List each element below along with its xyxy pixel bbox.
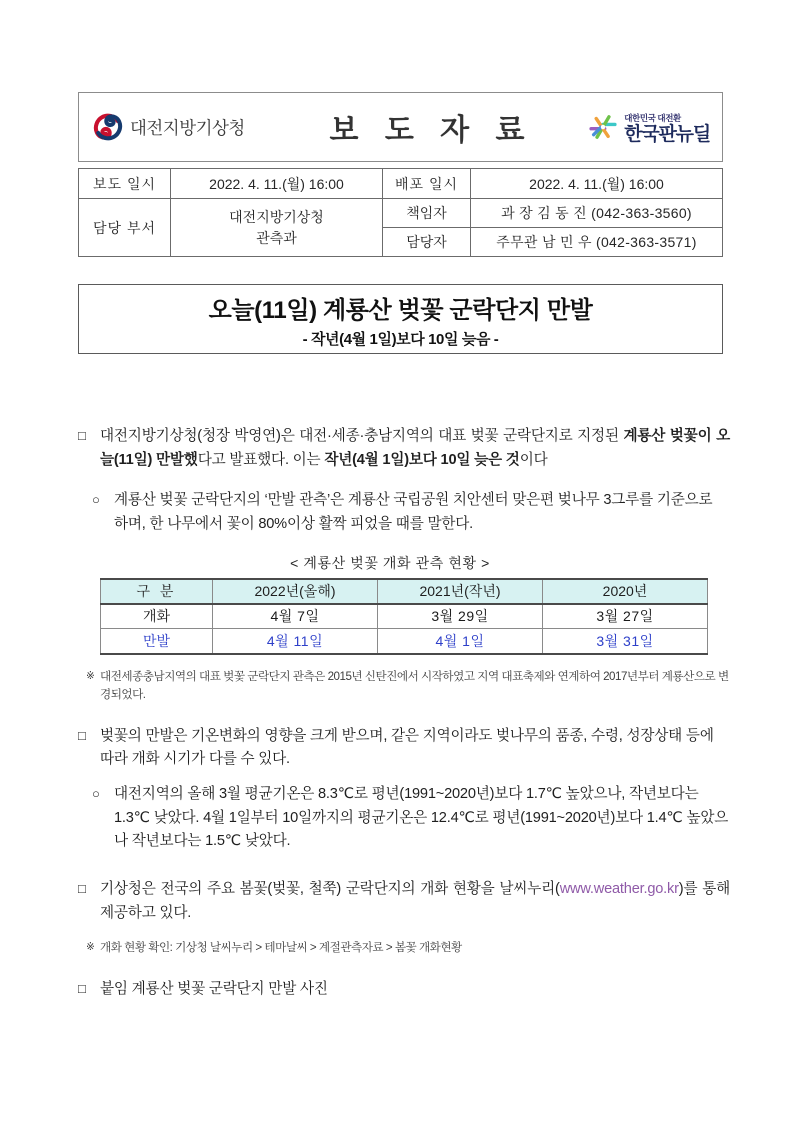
para1-part3: 이다: [519, 451, 548, 468]
new-deal-text-block: [624, 109, 710, 146]
para5-part1: 기상청은 전국의 주요 봄꽃(벚꽃, 철쭉) 군락단지의 개화 현황을 날씨누리(: [100, 880, 560, 897]
first-bloom-2021: 3월 29일: [378, 604, 543, 629]
column-header-2020: 2020년: [543, 579, 708, 604]
korea-new-deal-logo: [586, 110, 620, 144]
first-bloom-2020: 3월 27일: [543, 604, 708, 629]
attachment-text: 붙임 계룡산 벚꽃 군락단지 만발 사진: [100, 980, 328, 997]
first-bloom-2022: 4월 7일: [213, 604, 378, 629]
full-bloom-2021: 4월 1일: [378, 629, 543, 654]
release-date-label: 보도 일시: [79, 169, 171, 199]
square-bullet-icon: □: [78, 727, 86, 743]
row-label-first-bloom: 개화: [101, 604, 213, 629]
row-label-full-bloom: 만발: [101, 629, 213, 654]
new-deal-branding: [547, 109, 722, 146]
paragraph-5-text: [100, 878, 730, 925]
paragraph-3: [78, 725, 730, 772]
column-header-category: 구 분: [101, 579, 213, 604]
paragraph-1: [78, 425, 730, 472]
circle-bullet-icon: ○: [92, 492, 100, 508]
paragraph-6: [78, 978, 730, 1002]
paragraph-1-text: [100, 425, 730, 472]
department-value-line2: 관측과: [256, 229, 297, 246]
paragraph-2-text: 계룡산 벚꽃 군락단지의 ‘만발 관측’은 계룡산 국립공원 치안센터 맞은편 벚나무 3그루를 기준으로 하며, 한 나무에서 꽃이 80%이상 활짝 피었을 때를 말한다.: [114, 492, 713, 532]
table-header-row: [101, 579, 708, 604]
table-row: [101, 604, 708, 629]
distribution-date-value: 2022. 4. 11.(월) 16:00: [471, 169, 723, 199]
square-bullet-icon: □: [78, 980, 86, 996]
document-header-bar: [78, 92, 723, 162]
reference-mark-icon: ※: [86, 941, 95, 954]
para1-bold2: 작년(4월 1일)보다 10일 늦은 것: [324, 451, 520, 468]
contact-value: 주무관 남 민 우 (042-363-3571): [471, 228, 723, 257]
reference-mark-icon: ※: [86, 669, 95, 682]
table-row: [101, 629, 708, 654]
department-label: 담당 부서: [79, 199, 171, 257]
full-bloom-2022: 4월 11일: [213, 629, 378, 654]
full-bloom-2020: 3월 31일: [543, 629, 708, 654]
table-row: [79, 199, 723, 228]
department-value: [171, 199, 383, 257]
circle-bullet-icon: ○: [92, 785, 100, 801]
manager-value: 과 장 김 동 진 (042-363-3560): [471, 199, 723, 228]
agency-name: 대전지방기상청: [130, 117, 245, 138]
paragraph-3-text: 벚꽃의 만발은 기온변화의 영향을 크게 받으며, 같은 지역이라도 벚나무의 품종, 수령, 성장상태 등에 따라 개화 시기가 다를 수 있다.: [100, 727, 714, 768]
column-header-2021: 2021년(작년): [378, 579, 543, 604]
table-caption: < 계룡산 벚꽃 개화 관측 현황 >: [290, 554, 490, 571]
paragraph-2: [78, 489, 730, 536]
page-subtitle: - 작년(4월 1일)보다 10일 늦음 -: [302, 330, 499, 348]
weather-portal-link[interactable]: www.weather.go.kr: [559, 880, 679, 897]
para1-part2: 다고 발표했다. 이는: [197, 451, 325, 468]
navigation-footnote-text: 개화 현황 확인: 기상청 날씨누리 > 테마날씨 > 계절관측자료 > 봄꽃 개화현황: [100, 941, 462, 955]
manager-label: 책임자: [383, 199, 471, 228]
new-deal-superscript: 대한민국 대전환: [624, 112, 681, 123]
distribution-date-label: 배포 일시: [383, 169, 471, 199]
table-footnote: [78, 668, 730, 705]
headline-box: [78, 284, 723, 354]
document-type-title: 보 도 자 료: [329, 114, 534, 147]
release-info-table: [78, 168, 723, 257]
para5-part2: )를 통해 제공하고 있다.: [100, 880, 730, 921]
table-row: [79, 169, 723, 199]
contact-label: 담당자: [383, 228, 471, 257]
table-footnote-text: 대전세종충남지역의 대표 벚꽃 군락단지 관측은 2015년 신탄진에서 시작하였고 지역 대표축제와 연계하여 2017년부터 계룡산으로 변경되었다.: [100, 669, 729, 702]
observation-table-block: [78, 553, 730, 655]
square-bullet-icon: □: [78, 428, 86, 443]
column-header-2022: 2022년(올해): [213, 579, 378, 604]
square-bullet-icon: □: [78, 880, 86, 896]
page-title: 오늘(11일) 계룡산 벚꽃 군락단지 만발: [208, 296, 593, 324]
taeguk-logo: [93, 112, 123, 142]
navigation-footnote: [78, 939, 730, 958]
agency-branding: [79, 112, 304, 142]
release-date-value: 2022. 4. 11.(월) 16:00: [171, 169, 383, 199]
new-deal-title: 한국판뉴딜: [624, 124, 710, 146]
para1-bold1: 계룡산 벚꽃이 오늘(11일) 만발했: [100, 428, 730, 468]
para1-part1: 대전지방기상청(청장 박영연)은 대전·세종·충남지역의 대표 벚꽃 군락단지로 지정된: [100, 428, 624, 444]
paragraph-4-text: 대전지역의 올해 3월 평균기온은 8.3℃로 평년(1991~2020년)보다 1.7℃ 높았으나, 작년보다는 1.3℃ 낮았다. 4월 1일부터 10일까지의 평균기온은 12.4℃로 평년(1991~2020년)보다 1.4℃ 높았으나 작년보다는 1.5℃ 낮았다.: [114, 785, 729, 850]
document-body: [78, 425, 730, 1001]
department-value-line1: 대전지방기상청: [229, 209, 324, 226]
bloom-observation-table: [100, 578, 708, 655]
paragraph-5: [78, 878, 730, 925]
paragraph-4: [78, 783, 730, 854]
